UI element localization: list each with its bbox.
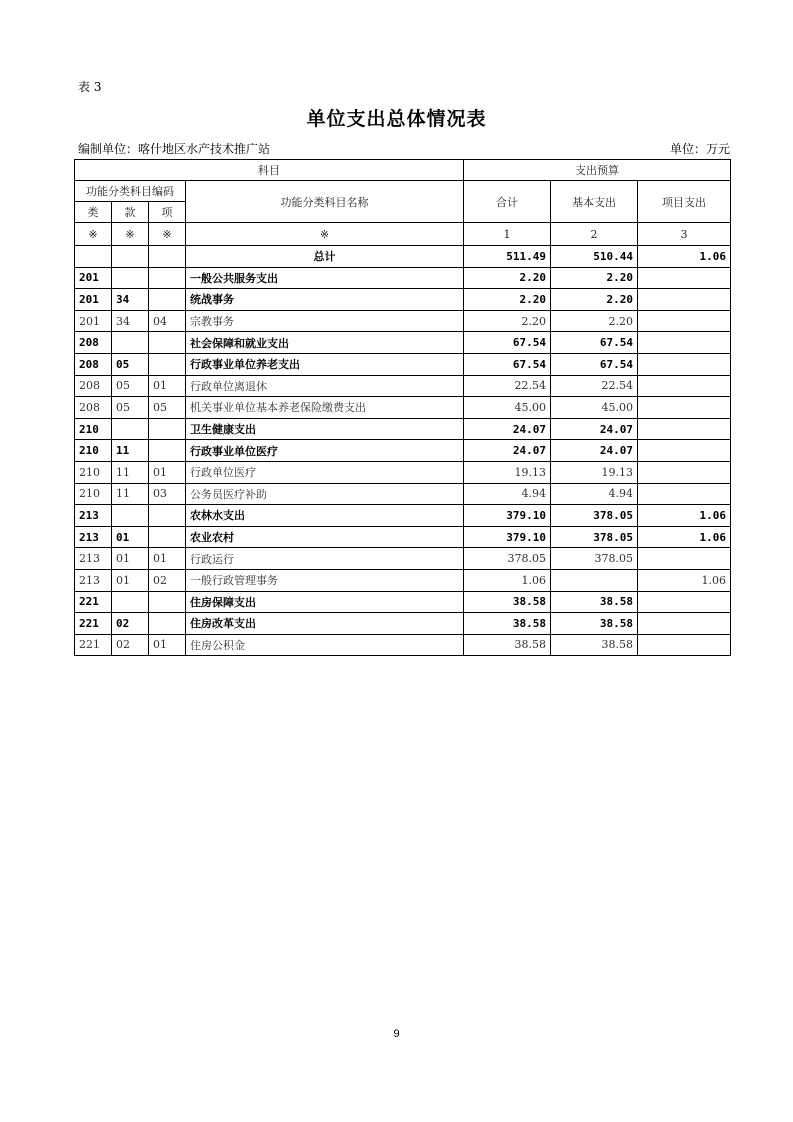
table-row — [75, 310, 731, 332]
project-cell: 1.06 — [638, 526, 731, 548]
code-kuan-cell: 11 — [112, 440, 149, 462]
table-row — [75, 267, 731, 289]
code-kuan-cell: 11 — [112, 483, 149, 505]
code-kuan-cell: 34 — [112, 310, 149, 332]
code-lei-cell: 210 — [75, 461, 112, 483]
project-cell — [638, 375, 731, 397]
budget-header: 支出预算 — [464, 160, 731, 181]
code-lei-cell: 213 — [75, 526, 112, 548]
code-xiang-cell: 01 — [149, 548, 186, 570]
total-cell: 38.58 — [464, 613, 551, 635]
code-lei-cell: 208 — [75, 397, 112, 419]
table-row — [75, 569, 731, 591]
subject-header: 科目 — [75, 160, 464, 181]
code-xiang-cell: 04 — [149, 310, 186, 332]
total-cell: 19.13 — [464, 461, 551, 483]
mark-cell: ※ — [75, 223, 112, 246]
code-lei-cell: 213 — [75, 505, 112, 527]
subject-name-cell: 一般公共服务支出 — [186, 267, 464, 289]
total-header: 合计 — [464, 181, 551, 223]
basic-cell: 67.54 — [551, 353, 638, 375]
code-kuan-cell: 05 — [112, 397, 149, 419]
mark-cell: ※ — [149, 223, 186, 246]
project-cell: 1.06 — [638, 569, 731, 591]
index-cell: 1 — [464, 223, 551, 246]
code-lei-cell: 221 — [75, 634, 112, 656]
basic-cell: 378.05 — [551, 505, 638, 527]
code-lei-cell: 221 — [75, 613, 112, 635]
code-kuan-cell — [112, 418, 149, 440]
subject-name-cell: 卫生健康支出 — [186, 418, 464, 440]
basic-cell: 45.00 — [551, 397, 638, 419]
code-kuan-cell: 01 — [112, 569, 149, 591]
code-lei-cell: 201 — [75, 267, 112, 289]
basic-cell: 4.94 — [551, 483, 638, 505]
subject-name-cell: 住房保障支出 — [186, 591, 464, 613]
code-lei-cell: 221 — [75, 591, 112, 613]
code-lei-cell: 210 — [75, 440, 112, 462]
basic-cell: 22.54 — [551, 375, 638, 397]
project-cell — [638, 548, 731, 570]
basic-value: 510.44 — [551, 246, 638, 268]
table-row — [75, 440, 731, 462]
code-kuan-cell: 11 — [112, 461, 149, 483]
total-cell: 67.54 — [464, 332, 551, 354]
name-header: 功能分类科目名称 — [186, 181, 464, 223]
table-row — [75, 461, 731, 483]
total-cell: 1.06 — [464, 569, 551, 591]
index-cell: 2 — [551, 223, 638, 246]
total-cell: 24.07 — [464, 418, 551, 440]
project-cell — [638, 353, 731, 375]
project-cell — [638, 483, 731, 505]
code-xiang-cell: 03 — [149, 483, 186, 505]
code-kuan-cell — [112, 591, 149, 613]
code-kuan-cell: 02 — [112, 613, 149, 635]
subject-name-cell: 农林水支出 — [186, 505, 464, 527]
subject-name-cell: 统战事务 — [186, 289, 464, 311]
total-cell: 38.58 — [464, 591, 551, 613]
organization-name: 编制单位：喀什地区水产技术推广站 — [78, 142, 271, 156]
code-lei-cell: 208 — [75, 332, 112, 354]
code-lei-cell: 208 — [75, 353, 112, 375]
col-lei-header: 类 — [75, 202, 112, 223]
total-row — [75, 246, 731, 268]
project-cell: 1.06 — [638, 505, 731, 527]
total-cell: 22.54 — [464, 375, 551, 397]
code-xiang-cell — [149, 289, 186, 311]
subject-name-cell: 农业农村 — [186, 526, 464, 548]
header-row-2 — [75, 181, 731, 202]
project-cell — [638, 461, 731, 483]
basic-cell: 38.58 — [551, 613, 638, 635]
code-lei-cell: 201 — [75, 289, 112, 311]
basic-cell: 24.07 — [551, 418, 638, 440]
total-label: 总计 — [186, 246, 464, 268]
expenditure-table — [74, 159, 731, 656]
mark-cell: ※ — [112, 223, 149, 246]
code-xiang-cell — [149, 332, 186, 354]
basic-cell: 2.20 — [551, 310, 638, 332]
page-number: 9 — [393, 1028, 400, 1040]
project-header: 项目支出 — [638, 181, 731, 223]
code-xiang-cell — [149, 505, 186, 527]
subject-name-cell: 行政单位离退休 — [186, 375, 464, 397]
code-xiang-cell: 05 — [149, 397, 186, 419]
table-label: 表 3 — [78, 80, 102, 94]
table-row — [75, 526, 731, 548]
subject-name-cell: 行政单位医疗 — [186, 461, 464, 483]
code-xiang-cell — [149, 440, 186, 462]
table-row — [75, 505, 731, 527]
code-xiang-cell: 01 — [149, 634, 186, 656]
code-xiang-cell: 02 — [149, 569, 186, 591]
code-kuan-cell: 01 — [112, 548, 149, 570]
subject-name-cell: 宗教事务 — [186, 310, 464, 332]
total-cell: 378.05 — [464, 548, 551, 570]
code-kuan-cell: 01 — [112, 526, 149, 548]
total-cell: 67.54 — [464, 353, 551, 375]
table-row — [75, 397, 731, 419]
code-kuan-cell: 34 — [112, 289, 149, 311]
subject-name-cell: 住房公积金 — [186, 634, 464, 656]
code-xiang-cell — [149, 613, 186, 635]
total-cell: 45.00 — [464, 397, 551, 419]
basic-cell: 378.05 — [551, 548, 638, 570]
code-xiang-cell — [149, 526, 186, 548]
subject-name-cell: 行政事业单位医疗 — [186, 440, 464, 462]
code-xiang-cell: 01 — [149, 461, 186, 483]
total-value: 511.49 — [464, 246, 551, 268]
basic-cell: 19.13 — [551, 461, 638, 483]
page-title: 单位支出总体情况表 — [306, 108, 487, 130]
project-cell — [638, 634, 731, 656]
total-cell: 24.07 — [464, 440, 551, 462]
subject-name-cell: 行政事业单位养老支出 — [186, 353, 464, 375]
subject-name-cell: 机关事业单位基本养老保险缴费支出 — [186, 397, 464, 419]
total-cell: 2.20 — [464, 310, 551, 332]
code-lei-cell: 213 — [75, 548, 112, 570]
table-row — [75, 353, 731, 375]
code-kuan-cell: 05 — [112, 375, 149, 397]
table-row — [75, 332, 731, 354]
project-cell — [638, 397, 731, 419]
basic-cell: 38.58 — [551, 591, 638, 613]
code-lei-cell: 210 — [75, 483, 112, 505]
code-xiang-cell — [149, 591, 186, 613]
table-row — [75, 483, 731, 505]
subject-name-cell: 公务员医疗补助 — [186, 483, 464, 505]
total-cell: 38.58 — [464, 634, 551, 656]
total-cell: 2.20 — [464, 267, 551, 289]
table-row — [75, 375, 731, 397]
index-cell: 3 — [638, 223, 731, 246]
basic-cell: 38.58 — [551, 634, 638, 656]
basic-cell: 67.54 — [551, 332, 638, 354]
table-row — [75, 591, 731, 613]
total-cell: 4.94 — [464, 483, 551, 505]
table-row — [75, 418, 731, 440]
table-row — [75, 289, 731, 311]
project-cell — [638, 332, 731, 354]
basic-header: 基本支出 — [551, 181, 638, 223]
basic-cell: 2.20 — [551, 289, 638, 311]
code-kuan-cell — [112, 267, 149, 289]
table-row — [75, 634, 731, 656]
project-cell — [638, 591, 731, 613]
col-xiang-header: 项 — [149, 202, 186, 223]
project-cell — [638, 310, 731, 332]
code-xiang-cell — [149, 267, 186, 289]
subject-name-cell: 社会保障和就业支出 — [186, 332, 464, 354]
code-xiang-cell — [149, 353, 186, 375]
total-cell: 379.10 — [464, 526, 551, 548]
index-row — [75, 223, 731, 246]
project-cell — [638, 267, 731, 289]
mark-cell: ※ — [186, 223, 464, 246]
basic-cell: 2.20 — [551, 267, 638, 289]
total-cell: 379.10 — [464, 505, 551, 527]
code-lei-cell: 208 — [75, 375, 112, 397]
code-kuan-cell: 05 — [112, 353, 149, 375]
code-lei-cell: 201 — [75, 310, 112, 332]
empty-cell — [112, 246, 149, 268]
project-cell — [638, 418, 731, 440]
subject-name-cell: 住房改革支出 — [186, 613, 464, 635]
basic-cell: 24.07 — [551, 440, 638, 462]
col-kuan-header: 款 — [112, 202, 149, 223]
total-cell: 2.20 — [464, 289, 551, 311]
project-cell — [638, 613, 731, 635]
code-kuan-cell: 02 — [112, 634, 149, 656]
table-row — [75, 613, 731, 635]
code-lei-cell: 213 — [75, 569, 112, 591]
project-value: 1.06 — [638, 246, 731, 268]
basic-cell: 378.05 — [551, 526, 638, 548]
unit-label: 单位：万元 — [669, 142, 730, 156]
project-cell — [638, 440, 731, 462]
project-cell — [638, 289, 731, 311]
empty-cell — [149, 246, 186, 268]
code-kuan-cell — [112, 332, 149, 354]
header-row-1 — [75, 160, 731, 181]
subject-name-cell: 一般行政管理事务 — [186, 569, 464, 591]
empty-cell — [75, 246, 112, 268]
basic-cell — [551, 569, 638, 591]
code-header: 功能分类科目编码 — [75, 181, 186, 202]
subject-name-cell: 行政运行 — [186, 548, 464, 570]
code-xiang-cell — [149, 418, 186, 440]
table-row — [75, 548, 731, 570]
code-kuan-cell — [112, 505, 149, 527]
code-lei-cell: 210 — [75, 418, 112, 440]
code-xiang-cell: 01 — [149, 375, 186, 397]
